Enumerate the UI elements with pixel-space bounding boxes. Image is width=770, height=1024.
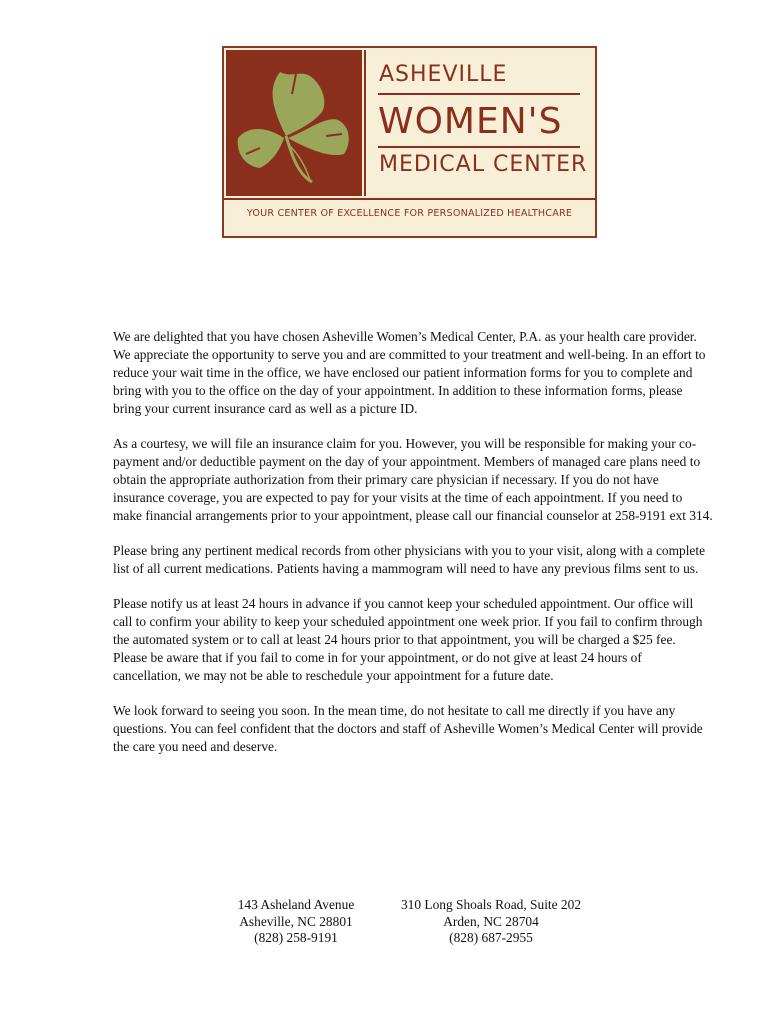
paragraph: We are delighted that you have chosen Asheville Women’s Medical Center, P.A. as your health care provider. We appreciate the opportunity to serve you and are committed to your treatment and well-being. In an effort to reduce your wait time in the office, we have enclosed our patient information forms for you to complete and bring with you to the office on the day of your appointment. In addition to these information forms, please bring your current insurance card as well as a picture ID. xyxy=(113,329,706,416)
logo-rule xyxy=(378,146,580,148)
address-street: 143 Asheland Avenue xyxy=(237,897,355,912)
address-asheville xyxy=(230,897,362,947)
ginkgo-leaf-icon xyxy=(226,50,362,196)
address-phone: (828) 687-2955 xyxy=(449,930,533,946)
letter-body xyxy=(113,328,713,773)
paragraph: We look forward to seeing you soon. In the mean time, do not hesitate to call me directly if you have any questions. You can feel confident that the doctors and staff of Asheville Women’s Medical Center will provide the care you need and deserve. xyxy=(113,703,703,754)
logo-rule xyxy=(378,93,580,95)
paragraph: As a courtesy, we will file an insurance claim for you. However, you will be responsible for making your co-payment and/or deductible payment on the day of your appointment. Members of managed care plans need to obtain the appropriate authorization from their primary care physician if necessary. If you do not have insurance coverage, you are expected to pay for your visits at the time of each appointment. If you need to make financial arrangements prior to your appointment, please call our financial counselor at 258-9191 ext 314. xyxy=(113,436,713,523)
paragraph: Please notify us at least 24 hours in advance if you cannot keep your scheduled appointment. Our office will call to confirm your ability to keep your scheduled appointment one week prior. If you fail to confirm through the automated system or to call at least 24 hours prior to that appointment, you will be charged a $25 fee. Please be aware that if you fail to come in for your appointment, or do not give at least 24 hours of cancellation, we may not be able to reschedule your appointment for a future date. xyxy=(113,596,703,683)
address-street: 310 Long Shoals Road, Suite 202 xyxy=(400,897,582,912)
logo-emblem xyxy=(226,50,362,196)
logo-city: ASHEVILLE xyxy=(379,62,508,87)
logo-tagline: YOUR CENTER OF EXCELLENCE FOR PERSONALIZED HEALTHCARE xyxy=(246,208,573,219)
address-city: Arden, NC 28704 xyxy=(443,913,539,929)
address-city: Asheville, NC 28801 xyxy=(239,913,353,929)
address-phone: (828) 258-9191 xyxy=(254,930,338,946)
logo-name: WOMEN'S xyxy=(378,101,563,142)
logo xyxy=(222,46,597,238)
paragraph: Please bring any pertinent medical records from other physicians with you to your visit, along with a complete list of all current medications. Patients having a mammogram will need to have any previous films sent to us. xyxy=(113,543,706,576)
logo-header xyxy=(224,48,595,198)
logo-subname: MEDICAL CENTER xyxy=(379,152,588,177)
address-arden xyxy=(394,897,588,947)
logo-divider xyxy=(224,198,595,200)
logo-divider xyxy=(364,50,366,196)
